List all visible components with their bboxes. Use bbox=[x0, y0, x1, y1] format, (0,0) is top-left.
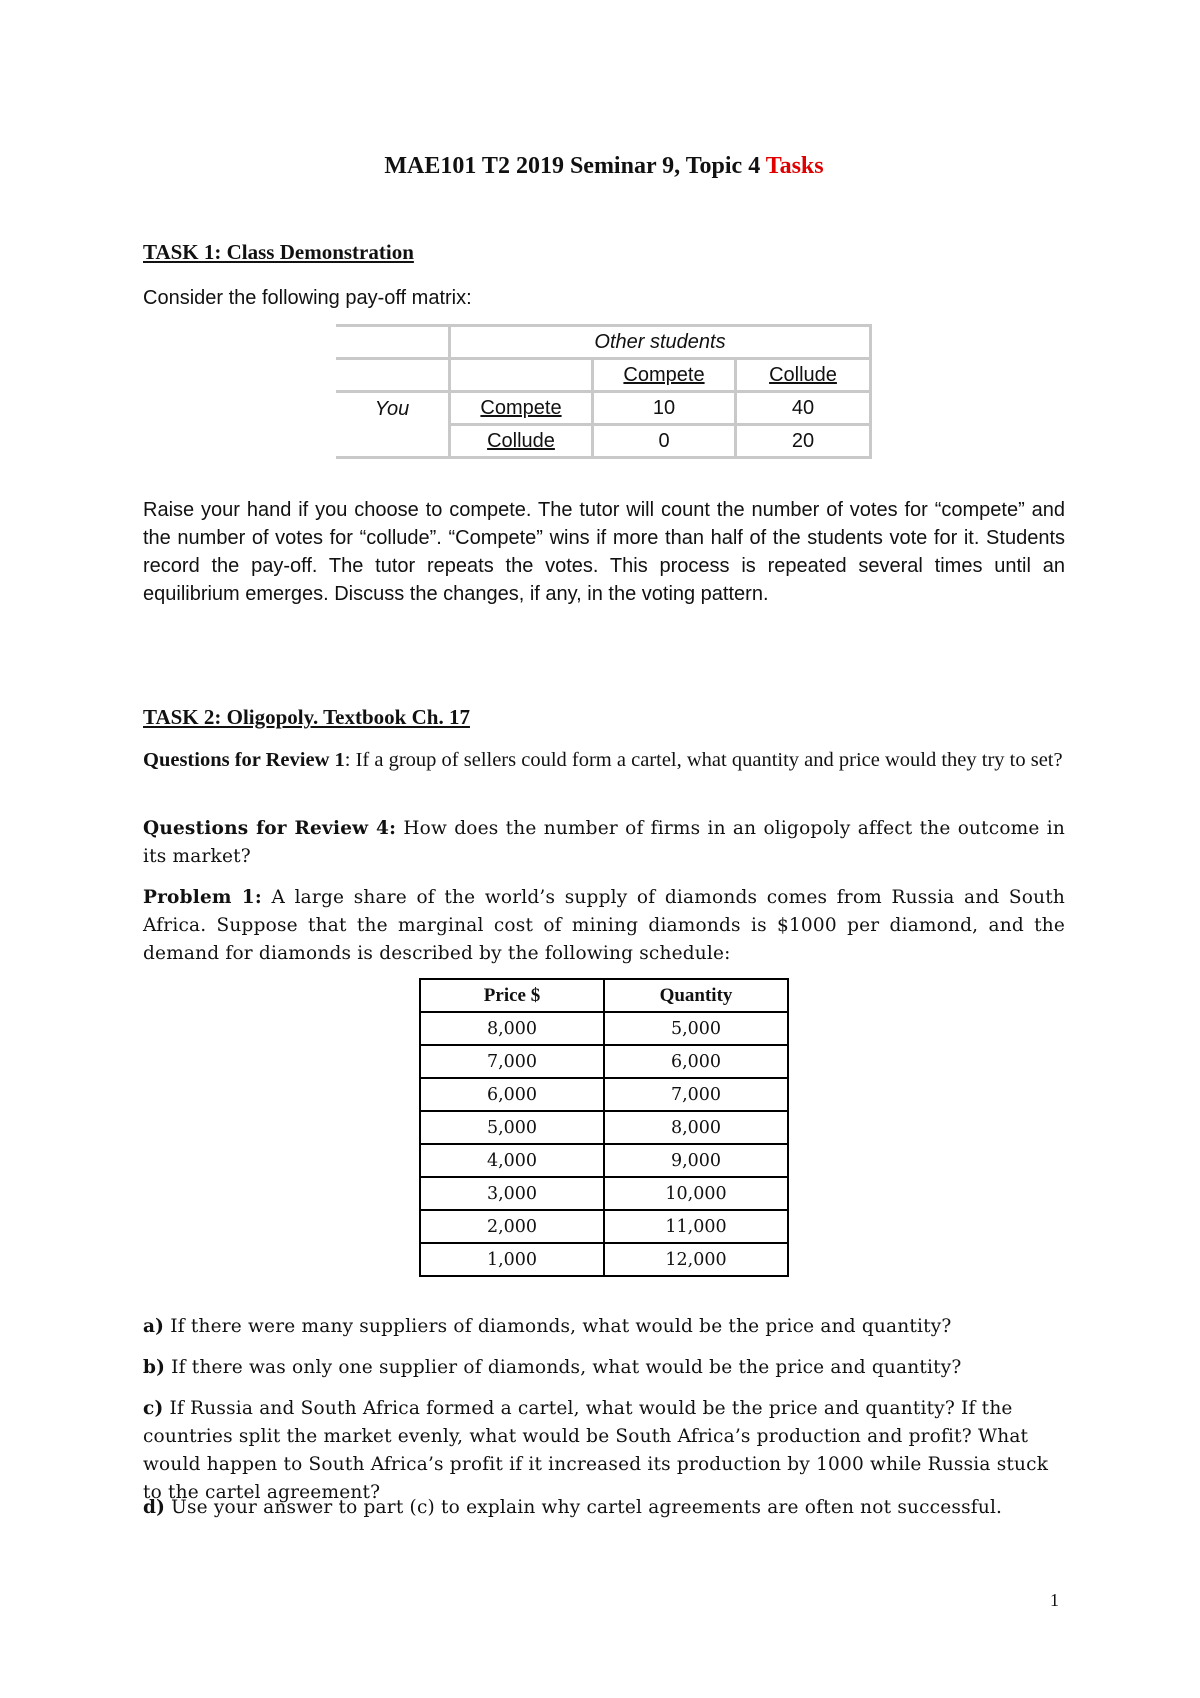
matrix-corner bbox=[336, 326, 450, 359]
page-title bbox=[143, 153, 1065, 180]
matrix-blank-2 bbox=[450, 359, 593, 392]
part-c-label: c) bbox=[143, 1398, 164, 1419]
price-cell: 8,000 bbox=[420, 1012, 604, 1045]
part-c bbox=[143, 1395, 1065, 1507]
price-cell: 4,000 bbox=[420, 1144, 604, 1177]
price-cell: 6,000 bbox=[420, 1078, 604, 1111]
matrix-row-label: Collude bbox=[450, 425, 593, 458]
task1-body: Raise your hand if you choose to compete. The tutor will count the number of votes for “compete” and the number of votes for “collude”. “Compete” wins if more than half of the students vote for it. Students record the pay-off. The tutor repeats the votes. This process is repeated several times until an equilibrium emerges. Discuss the changes, if any, in the voting pattern. bbox=[143, 499, 1065, 605]
quantity-cell: 8,000 bbox=[604, 1111, 788, 1144]
price-cell: 1,000 bbox=[420, 1243, 604, 1276]
schedule-header: Price $ bbox=[420, 979, 604, 1012]
payoff-matrix bbox=[336, 324, 872, 459]
table-row bbox=[420, 1177, 788, 1210]
task2-heading: TASK 2: Oligopoly. Textbook Ch. 17 bbox=[143, 705, 470, 729]
review-question-4-label: Questions for Review 4: bbox=[143, 818, 397, 839]
quantity-cell: 6,000 bbox=[604, 1045, 788, 1078]
quantity-cell: 11,000 bbox=[604, 1210, 788, 1243]
review-question-1-label: Questions for Review 1 bbox=[143, 749, 345, 771]
part-d-label: d) bbox=[143, 1497, 166, 1518]
table-row bbox=[420, 1045, 788, 1078]
task1-heading: TASK 1: Class Demonstration bbox=[143, 240, 414, 264]
table-row bbox=[420, 1078, 788, 1111]
table-row bbox=[420, 1111, 788, 1144]
quantity-cell: 10,000 bbox=[604, 1177, 788, 1210]
schedule-header: Quantity bbox=[604, 979, 788, 1012]
review-question-4-text: How does the number of firms in an oligopoly affect the outcome in its market? bbox=[143, 818, 1065, 867]
page-number: 1 bbox=[1050, 1590, 1059, 1610]
demand-schedule-table bbox=[419, 978, 789, 1277]
matrix-cell: 10 bbox=[593, 392, 736, 425]
table-row bbox=[420, 1243, 788, 1276]
table-row bbox=[420, 1210, 788, 1243]
table-row bbox=[420, 1144, 788, 1177]
quantity-cell: 12,000 bbox=[604, 1243, 788, 1276]
part-a-label: a) bbox=[143, 1316, 165, 1337]
part-c-text: If Russia and South Africa formed a cartel, what would be the price and quantity? If the countries split the market evenly, what would be South Africa’s production and profit? What would happen to South Africa’s profit if it increased its production by 1000 while Russia stuck to the cartel agreement? bbox=[143, 1398, 1049, 1503]
quantity-cell: 7,000 bbox=[604, 1078, 788, 1111]
problem-1-label: Problem 1: bbox=[143, 887, 262, 908]
title-main: MAE101 T2 2019 Seminar 9, Topic 4 bbox=[384, 153, 766, 179]
matrix-cell: 20 bbox=[736, 425, 871, 458]
matrix-blank bbox=[336, 359, 450, 392]
review-question-1-text: : If a group of sellers could form a cartel, what quantity and price would they try to set? bbox=[344, 749, 1063, 771]
title-accent: Tasks bbox=[765, 153, 824, 179]
review-question-1 bbox=[143, 746, 1065, 774]
matrix-row-label: Compete bbox=[450, 392, 593, 425]
part-b-label: b) bbox=[143, 1357, 166, 1378]
matrix-col-header: Collude bbox=[736, 359, 871, 392]
table-row bbox=[420, 1012, 788, 1045]
quantity-cell: 5,000 bbox=[604, 1012, 788, 1045]
part-d bbox=[143, 1494, 1065, 1522]
price-cell: 2,000 bbox=[420, 1210, 604, 1243]
part-a bbox=[143, 1313, 1065, 1341]
part-b-text: If there was only one supplier of diamonds, what would be the price and quantity? bbox=[165, 1357, 962, 1378]
part-a-text: If there were many suppliers of diamonds, what would be the price and quantity? bbox=[164, 1316, 952, 1337]
matrix-col-header: Compete bbox=[593, 359, 736, 392]
problem-1-text: A large share of the world’s supply of diamonds comes from Russia and South Africa. Suppose that the marginal cost of mining diamonds is $1000 per diamond, and the demand for diamonds is described by the following schedule: bbox=[143, 887, 1065, 964]
price-cell: 5,000 bbox=[420, 1111, 604, 1144]
problem-1 bbox=[143, 884, 1065, 968]
matrix-other-label: Other students bbox=[450, 326, 871, 359]
matrix-cell: 40 bbox=[736, 392, 871, 425]
part-d-text: Use your answer to part (c) to explain why cartel agreements are often not successful. bbox=[165, 1497, 1003, 1518]
part-b bbox=[143, 1354, 1065, 1382]
quantity-cell: 9,000 bbox=[604, 1144, 788, 1177]
task1-intro: Consider the following pay-off matrix: bbox=[143, 287, 472, 309]
price-cell: 3,000 bbox=[420, 1177, 604, 1210]
matrix-you-label: You bbox=[336, 392, 450, 458]
price-cell: 7,000 bbox=[420, 1045, 604, 1078]
matrix-cell: 0 bbox=[593, 425, 736, 458]
review-question-4 bbox=[143, 815, 1065, 871]
